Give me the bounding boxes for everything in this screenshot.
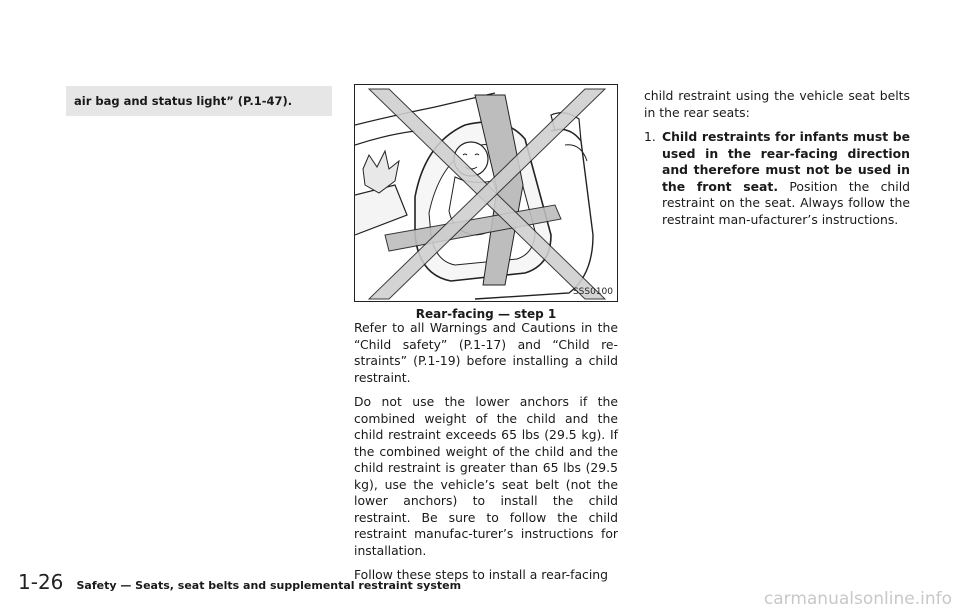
right-column bbox=[644, 88, 910, 228]
paragraph-refer: Refer to all Warnings and Cautions in the “Child safety” (P.1-17) and “Child re-straints” (P.1-19) before installing a child restraint. bbox=[354, 320, 618, 385]
caution-text: air bag and status light” (P.1-47). bbox=[74, 94, 293, 108]
child-seat-illustration bbox=[355, 85, 618, 302]
list-item-bold: Child restraints for infants must be used in the rear-facing direction and therefore must not be used in the front seat. bbox=[662, 129, 910, 194]
figure-rear-facing bbox=[354, 84, 618, 302]
figure-caption: Rear-facing — step 1 bbox=[415, 307, 557, 321]
list-item-body bbox=[662, 129, 910, 228]
paragraph-continuation: child restraint using the vehicle seat belts in the rear seats: bbox=[644, 88, 910, 120]
paragraph-lower-anchors: Do not use the lower anchors if the combined weight of the child and the child restraint exceeds 65 lbs (29.5 kg). If the combined weight of the child and the child restraint is greater than 65 lbs (29.5 kg), use the vehicle’s seat belt (not the lower anchors) to install the child restraint. Be sure to follow the child restraint manufac-turer’s instructions for installation. bbox=[354, 394, 618, 558]
section-title: Safety — Seats, seat belts and supplemental restraint system bbox=[76, 579, 462, 592]
watermark: carmanualsonline.info bbox=[763, 589, 952, 609]
list-item-number: 1. bbox=[644, 129, 656, 144]
list-item bbox=[644, 129, 910, 228]
page-number: 1-26 bbox=[18, 570, 64, 594]
page-footer bbox=[18, 570, 461, 594]
middle-column bbox=[354, 320, 618, 592]
paragraph-follow-steps: Follow these steps to install a rear-facing bbox=[354, 567, 609, 582]
list-item-text: Position the child restraint on the seat. Always follow the restraint man-ufacturer’s instructions. bbox=[662, 178, 910, 227]
figure-code: SSS0100 bbox=[572, 287, 613, 297]
